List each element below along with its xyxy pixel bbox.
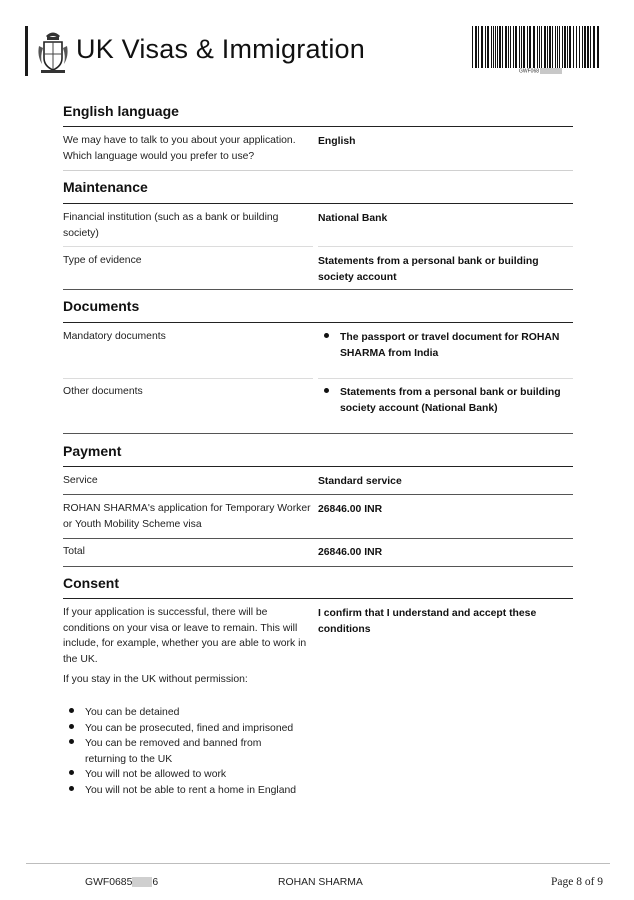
row-divider — [63, 246, 313, 247]
barcode-bar — [537, 26, 538, 68]
footer-divider — [26, 863, 610, 864]
row-divider — [63, 538, 573, 539]
list-item: You can be detained — [63, 705, 323, 721]
document-page: UK Visas & Immigration GWF068 English language We may have to talk to you about your application. Which language would you prefer to use? English Maintenance Financial institution (such as a bank or building society) National Bank Type of evidence Statements from a personal bank or building society account Documents Mandatory documents The passport or travel document for ROHAN SHARMA from India Other documents Statements from a personal bank or building society account (National Bank) Payment Service Standard service ROHAN SHARMA's application for Temporary Worker or Youth Mobility Scheme visa 26846.00 INR Total 26846.00 INR Consent If your application is successful, there will be conditions on your visa or leave to remain. This will include, for example, whether you are able to work in the UK. I confirm that I understand and accept these conditions If you stay in the UK without permission: You can be detained You can be prosecuted, fined and imprisoned You can be removed and banned from returning to the UK You will not be allowed to work You will not be able to rent a home in England GWF0685 6 ROHAN SHARMA Page 8 of 9 — [0, 0, 634, 900]
row-divider — [318, 246, 573, 247]
evidence-type-value: Statements from a personal bank or building society account — [318, 256, 539, 283]
barcode-bar — [478, 26, 479, 68]
language-answer: English — [318, 136, 356, 147]
row-divider — [63, 170, 573, 171]
footer-page-number: Page 8 of 9 — [551, 876, 604, 888]
brand-title: UK Visas & Immigration — [76, 34, 365, 64]
barcode-bar — [541, 26, 542, 68]
section-divider — [63, 126, 573, 127]
section-divider — [63, 322, 573, 323]
barcode-bar — [491, 26, 492, 68]
barcode-bar — [557, 26, 558, 68]
barcode-bar — [582, 26, 583, 68]
row-divider — [63, 433, 573, 434]
barcode-bar — [529, 26, 531, 68]
row-divider — [63, 378, 313, 379]
barcode-bar — [584, 26, 586, 68]
consequences-list — [63, 705, 323, 798]
barcode-bar — [587, 26, 589, 68]
section-divider — [63, 598, 573, 599]
barcode-bar — [487, 26, 489, 68]
footer-reference: GWF0685 6 — [85, 877, 159, 888]
bullet-icon — [69, 786, 74, 791]
total-value: 26846.00 INR — [318, 547, 383, 558]
section-title-consent: Consent — [63, 575, 119, 591]
row-divider — [318, 378, 573, 379]
service-value: Standard service — [318, 476, 402, 487]
barcode-bar — [569, 26, 571, 68]
barcode-bar — [547, 26, 548, 68]
section-divider — [63, 466, 573, 467]
barcode-bar — [499, 26, 501, 68]
barcode-bar — [555, 26, 556, 68]
barcode-bar — [544, 26, 546, 68]
section-title-payment: Payment — [63, 443, 122, 459]
barcode-bar — [493, 26, 494, 68]
section-title-english: English language — [63, 103, 179, 119]
without-permission-text: If you stay in the UK without permission: — [63, 674, 248, 685]
redaction-mask — [132, 877, 152, 887]
barcode-bar — [576, 26, 577, 68]
barcode-bar — [519, 26, 520, 68]
financial-institution-label: Financial institution (such as a bank or building society) — [63, 212, 279, 239]
barcode-bar — [564, 26, 566, 68]
financial-institution-value: National Bank — [318, 213, 388, 224]
barcode-bar — [497, 26, 498, 68]
bullet-icon — [69, 724, 74, 729]
barcode-bar — [567, 26, 568, 68]
barcode-bar — [521, 26, 522, 68]
barcode-bar — [593, 26, 595, 68]
barcode-bar — [552, 26, 553, 68]
barcode — [471, 26, 600, 70]
row-divider — [63, 289, 573, 290]
barcode-bar — [539, 26, 540, 68]
barcode-reference: GWF068 — [519, 68, 562, 74]
barcode-bar — [579, 26, 580, 68]
barcode-bar — [513, 26, 514, 68]
list-item: You will not be allowed to work — [63, 767, 323, 783]
barcode-bar — [475, 26, 477, 68]
barcode-bar — [527, 26, 528, 68]
barcode-bar — [481, 26, 483, 68]
consent-confirmation: I confirm that I understand and accept these conditions — [318, 608, 537, 635]
barcode-bar — [549, 26, 551, 68]
evidence-type-label: Type of evidence — [63, 255, 142, 266]
section-title-maintenance: Maintenance — [63, 179, 148, 195]
bullet-icon — [69, 770, 74, 775]
barcode-bar — [597, 26, 599, 68]
barcode-bar — [495, 26, 496, 68]
redaction-mask — [540, 68, 562, 74]
barcode-bar — [559, 26, 560, 68]
list-item: You will not be able to rent a home in England — [63, 783, 323, 799]
bullet-icon — [324, 388, 329, 393]
barcode-bar — [562, 26, 563, 68]
barcode-bar — [485, 26, 486, 68]
barcode-bar — [515, 26, 517, 68]
consent-intro: If your application is successful, there will be conditions on your visa or leave to remain. This will include, for example, whether you are able to work in the UK. — [63, 607, 307, 665]
bullet-icon — [69, 739, 74, 744]
barcode-bar — [533, 26, 535, 68]
royal-crest-icon — [36, 28, 70, 74]
barcode-bar — [472, 26, 473, 68]
bullet-icon — [324, 333, 329, 338]
barcode-bar — [523, 26, 525, 68]
barcode-bar — [510, 26, 511, 68]
footer-applicant-name: ROHAN SHARMA — [278, 877, 363, 888]
bullet-icon — [69, 708, 74, 713]
service-label: Service — [63, 475, 98, 486]
list-item: You can be prosecuted, fined and imprisoned — [63, 721, 323, 737]
mandatory-documents-label: Mandatory documents — [63, 331, 166, 342]
barcode-bar — [502, 26, 503, 68]
barcode-bar — [590, 26, 591, 68]
list-item: You can be removed and banned from returning to the UK — [63, 736, 295, 767]
brand-bar — [25, 26, 28, 76]
row-divider — [63, 494, 573, 495]
application-fee-label: ROHAN SHARMA's application for Temporary Worker or Youth Mobility Scheme visa — [63, 503, 311, 530]
language-question: We may have to talk to you about your application. Which language would you prefer to use? — [63, 135, 296, 162]
barcode-bar — [508, 26, 509, 68]
barcode-bar — [505, 26, 507, 68]
barcode-bar — [573, 26, 574, 68]
row-divider — [63, 566, 573, 567]
other-documents-label: Other documents — [63, 386, 143, 397]
total-label: Total — [63, 546, 85, 557]
section-title-documents: Documents — [63, 298, 140, 314]
section-divider — [63, 203, 573, 204]
application-fee-value: 26846.00 INR — [318, 504, 383, 515]
